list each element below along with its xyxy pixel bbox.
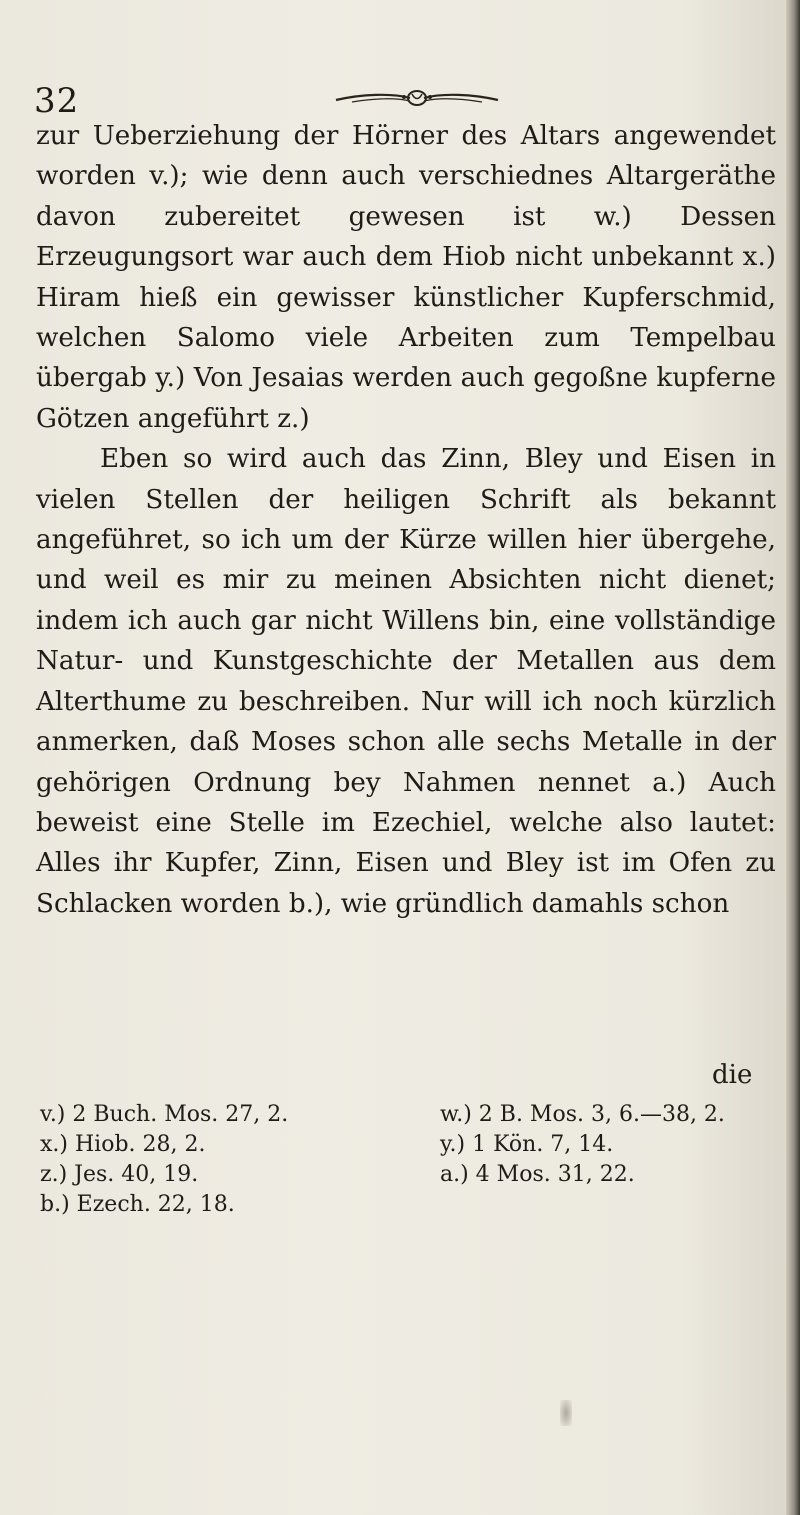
paragraph-2: Eben so wird auch das Zinn, Bley und Eisen in vielen Stellen der heiligen Schrift als bekannt angeführet, so ich um der Kürze willen hier übergehe, und weil es mir zu meinen Absichten nicht dienet; indem ich auch gar nicht Willens bin, eine vollständige Natur- und Kunstgeschichte der Metallen aus dem Alterthume zu beschreiben. Nur will ich noch kürzlich anmerken, daß Moses schon alle sechs Metalle in der gehörigen Ordnung bey Nahmen nennet a.) Auch beweist eine Stelle im Ezechiel, welche also lautet: Alles ihr Kupfer, Zinn, Eisen und Bley ist im Ofen zu Schlacken worden b.), wie gründlich damahls schon [36,444,776,919]
body-text [36,116,776,924]
footnote-b: b.) Ezech. 22, 18. [40,1192,235,1217]
ornament-divider-icon [332,84,502,114]
footnotes-right-column [440,1100,760,1190]
catchword: die [712,1060,753,1090]
footnote-w: w.) 2 B. Mos. 3, 6.—38, 2. [440,1102,725,1127]
ink-smudge [560,1400,572,1426]
footnote-v: v.) 2 Buch. Mos. 27, 2. [40,1102,289,1127]
footnote-a: a.) 4 Mos. 31, 22. [440,1162,635,1187]
page-edge-shadow [786,0,800,1515]
footnote-x: x.) Hiob. 28, 2. [40,1132,206,1157]
paragraph-1: zur Ueberziehung der Hörner des Altars angewendet worden v.); wie denn auch verschiednes Altargeräthe davon zubereitet gewesen ist w.) Dessen Erzeugungsort war auch dem Hiob nicht unbekannt x.) Hiram hieß ein gewisser künstlicher Kupferschmid, welchen Salomo viele Arbeiten zum Tempelbau übergab y.) Von Jesaias werden auch gegoßne kupferne Götzen angeführt z.) [36,121,776,434]
footnotes-left-column [40,1100,400,1220]
footnote-z: z.) Jes. 40, 19. [40,1162,199,1187]
page-number: 32 [34,81,80,121]
footnote-y: y.) 1 Kön. 7, 14. [440,1132,614,1157]
